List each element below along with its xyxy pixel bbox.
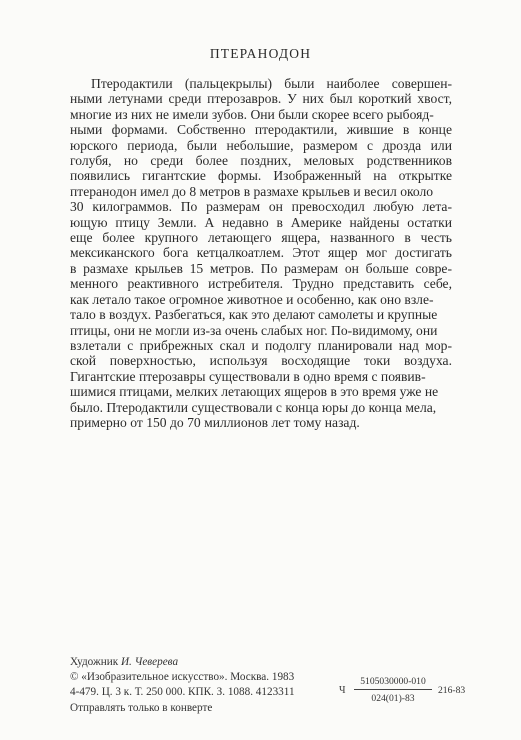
body-line: как летало такое огромное животное и особенно, как оно взле-: [70, 291, 434, 307]
page-title: ПТЕРАНОДОН: [209, 46, 312, 61]
body-line: в размахе крыльев 15 метров. По размерам он больше совре-: [70, 260, 452, 276]
body-line: юрского периода, были небольшие, размером с дрозда или: [70, 137, 452, 153]
body-line: птеранодон имел до 8 метров в размахе крыльев и весил около: [70, 183, 434, 199]
body-line: еще более крупного летающего ящера, названного в честь: [70, 230, 452, 246]
index-numerator: 5105030000-010: [360, 676, 426, 687]
index-letter: Ч: [339, 685, 346, 696]
mailing-note: Отправлять только в конверте: [70, 701, 213, 714]
body-line: ными формами. Собственно птеродактили, жившие в конце: [70, 122, 452, 138]
fraction-bar: [354, 689, 432, 690]
index-denominator: 024(01)-83: [371, 693, 415, 704]
body-line: ными летунами среди птерозавров. У них был короткий хвост,: [70, 91, 452, 107]
body-line: появились гигантские формы. Изображенный на открытке: [70, 168, 452, 184]
body-line: Птеродактили (пальцекрылы) были наиболее совершен-: [91, 76, 452, 91]
body-line: тало в воздух. Разбегаться, как это делают самолеты и крупные: [70, 307, 438, 323]
body-line: Гигантские птерозавры существовали в одно время с появив-: [70, 368, 426, 384]
catalog-index: [339, 676, 489, 706]
body-line: мексиканского бога кетцалкоатлем. Этот ящер мог достигать: [70, 245, 452, 261]
publisher-line: © «Изобразительное искусство». Москва. 1983: [70, 671, 295, 684]
body-line: голубя, но среди более поздних, меловых родственников: [70, 153, 452, 169]
artist-label: Художник: [70, 656, 119, 668]
index-code: 216-83: [438, 685, 466, 696]
body-line: взлетали с прибрежных скал и подолгу планировали над мор-: [70, 337, 452, 353]
body-text: [70, 76, 452, 430]
body-line: ской поверхностью, используя восходящие токи воздуха.: [70, 353, 452, 369]
body-line: было. Птеродактили существовали с конца юры до конца мела,: [70, 399, 437, 415]
body-line: птицы, они не могли из-за очень слабых ног. По-видимому, они: [70, 322, 438, 338]
body-line: многие из них не имели зубов. Они были скорее всего рыбояд-: [70, 106, 434, 122]
body-line: шимися птицами, мелких летающих ящеров в это время уже не: [70, 384, 439, 400]
body-line: ющую птицу Земли. А недавно в Америке найдены остатки: [70, 214, 452, 230]
body-line: примерно от 150 до 70 миллионов лет тому назад.: [70, 414, 360, 430]
print-info-line: 4-479. Ц. 3 к. Т. 250 000. КПК. З. 1088. 4123311: [70, 686, 295, 699]
artist-credit: [70, 655, 295, 670]
body-line: 30 килограммов. По размерам он превосходил любую лета-: [70, 199, 452, 215]
body-line: менного реактивного истребителя. Трудно представить себе,: [70, 276, 452, 292]
artist-name: И. Чеверева: [120, 656, 179, 668]
imprint: [70, 655, 295, 716]
